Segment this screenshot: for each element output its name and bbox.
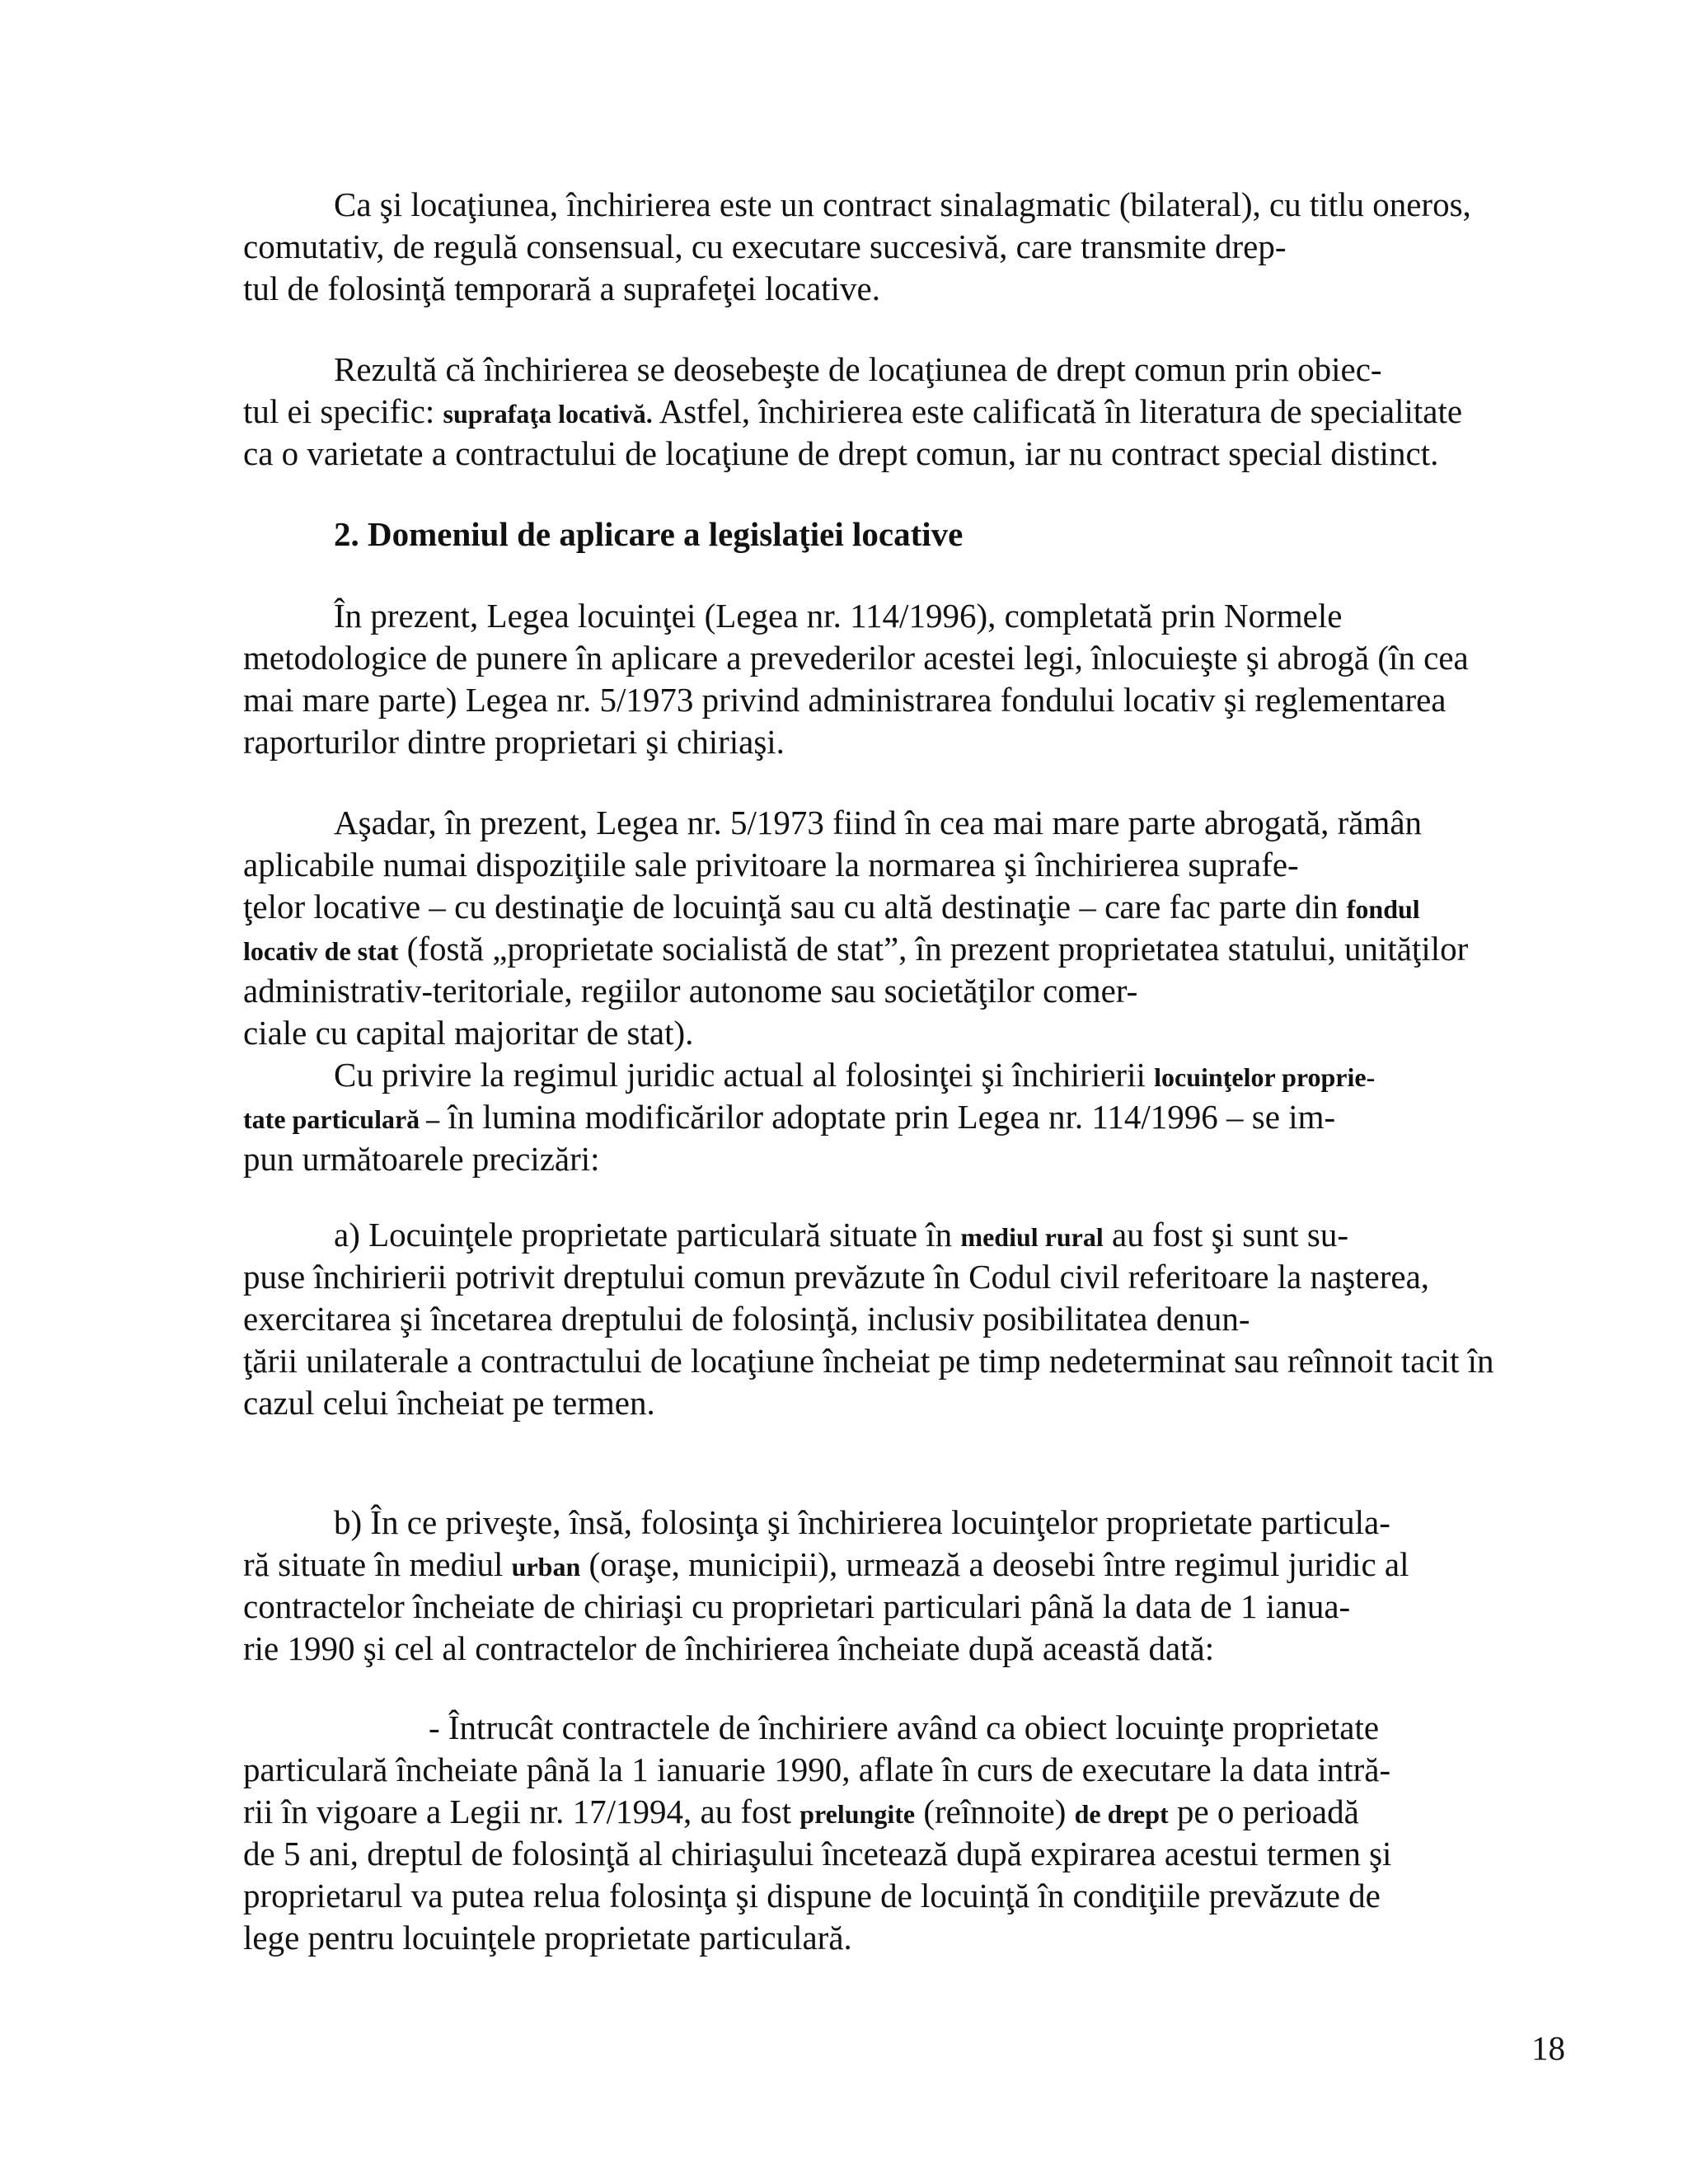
text-segment: a) Locuinţele proprietate particulară situate în xyxy=(334,1216,961,1254)
text-line: de 5 ani, dreptul de folosinţă al chiriaşului încetează după expirarea acestui termen şi xyxy=(243,1835,1392,1872)
text-line: aplicabile numai dispoziţiile sale privitoare la normarea şi închirierea suprafe- xyxy=(243,846,1299,883)
text-line: contractelor încheiate de chiriaşi cu proprietari particulari până la data de 1 ianua- xyxy=(243,1587,1351,1625)
text-segment: rii în vigoare a Legii nr. 17/1994, au fost xyxy=(243,1793,800,1830)
text-line xyxy=(243,1791,1359,1832)
emphasis-text: locuinţelor proprie- xyxy=(1154,1062,1376,1092)
text-segment: Astfel, închirierea este calificată în literatura de specialitate xyxy=(652,392,1463,430)
text-line: lege pentru locuinţele proprietate particulară. xyxy=(243,1919,852,1957)
text-line xyxy=(243,928,1468,969)
emphasis-text: mediul rural xyxy=(960,1222,1104,1252)
section-heading: 2. Domeniul de aplicare a legislaţiei locative xyxy=(334,515,964,553)
text-line: mai mare parte) Legea nr. 5/1973 privind administrarea fondului locativ şi reglementarea xyxy=(243,681,1447,719)
text-line: exercitarea şi încetarea dreptului de folosinţă, inclusiv posibilitatea denun- xyxy=(243,1300,1250,1338)
page-number: 18 xyxy=(1531,2029,1565,2067)
text-line: tul de folosinţă temporară a suprafeţei locative. xyxy=(243,269,880,307)
text-line: Aşadar, în prezent, Legea nr. 5/1973 fiind în cea mai mare parte abrogată, rămân xyxy=(334,804,1423,841)
text-line: În prezent, Legea locuinţei (Legea nr. 114/1996), completată prin Normele xyxy=(334,597,1343,635)
text-line xyxy=(334,1054,1375,1095)
text-line: Ca şi locaţiunea, închirierea este un contract sinalagmatic (bilateral), cu titlu oneros, xyxy=(334,185,1471,223)
text-line: ciale cu capital majoritar de stat). xyxy=(243,1014,694,1052)
text-line xyxy=(243,1544,1409,1585)
text-segment: (reînnoite) xyxy=(915,1793,1075,1830)
emphasis-text: de drept xyxy=(1074,1799,1169,1829)
text-segment: (oraşe, municipii), urmează a deosebi între regimul juridic al xyxy=(580,1545,1409,1583)
text-segment: (fostă „proprietate socialistă de stat”, în prezent proprietatea statului, unităţilor xyxy=(398,930,1469,968)
emphasis-text: tate particulară – xyxy=(243,1104,440,1134)
emphasis-text: fondul xyxy=(1346,894,1420,924)
text-line: Rezultă că închirierea se deosebeşte de locaţiunea de drept comun prin obiec- xyxy=(334,350,1382,388)
text-line: proprietarul va putea relua folosinţa şi dispune de locuinţă în condiţiile prevăzute de xyxy=(243,1877,1381,1915)
text-line: puse închirierii potrivit dreptului comun prevăzute în Codul civil referitoare la naşterea, xyxy=(243,1258,1430,1296)
text-line: ca o varietate a contractului de locaţiune de drept comun, iar nu contract special distinct. xyxy=(243,434,1439,472)
text-line: raporturilor dintre proprietari şi chiriaşi. xyxy=(243,723,785,761)
text-line xyxy=(334,1214,1348,1255)
text-segment: ră situate în mediul xyxy=(243,1545,512,1583)
text-line: rie 1990 şi cel al contractelor de închirierea încheiate după această dată: xyxy=(243,1629,1215,1667)
emphasis-text: urban xyxy=(511,1552,581,1582)
text-segment: pe o perioadă xyxy=(1168,1793,1359,1830)
text-segment: ţelor locative – cu destinaţie de locuinţă sau cu altă destinaţie – care fac parte din xyxy=(243,888,1347,926)
text-line: cazul celui încheiat pe termen. xyxy=(243,1384,655,1422)
text-line xyxy=(243,1096,1335,1137)
text-segment: au fost şi sunt su- xyxy=(1103,1216,1348,1254)
text-line xyxy=(243,391,1462,432)
text-line: metodologice de punere în aplicare a prevederilor acestei legi, înlocuieşte şi abrogă (în cea xyxy=(243,639,1469,677)
text-segment: Cu privire la regimul juridic actual al folosinţei şi închirierii xyxy=(334,1056,1155,1094)
text-line: comutativ, de regulă consensual, cu executare succesivă, care transmite drep- xyxy=(243,227,1287,265)
text-line: - Întrucât contractele de închiriere având ca obiect locuinţe proprietate xyxy=(429,1708,1380,1746)
text-line: particulară încheiate până la 1 ianuarie 1990, aflate în curs de executare la data intră- xyxy=(243,1750,1391,1788)
text-line: pun următoarele precizări: xyxy=(243,1140,600,1178)
text-line: administrativ-teritoriale, regiilor autonome sau societăţilor comer- xyxy=(243,972,1138,1010)
emphasis-text: locativ de stat xyxy=(243,936,399,966)
text-segment: în lumina modificărilor adoptate prin Legea nr. 114/1996 – se im- xyxy=(439,1098,1336,1136)
text-line: ţării unilaterale a contractului de locaţiune încheiat pe timp nedeterminat sau reînnoit tacit în xyxy=(243,1342,1494,1380)
text-segment: tul ei specific: xyxy=(243,392,443,430)
emphasis-text: prelungite xyxy=(799,1799,916,1829)
text-line xyxy=(243,886,1420,927)
emphasis-text: suprafaţa locativă. xyxy=(443,399,653,429)
text-line: b) În ce priveşte, însă, folosinţa şi închirierea locuinţelor proprietate particula- xyxy=(334,1503,1390,1541)
